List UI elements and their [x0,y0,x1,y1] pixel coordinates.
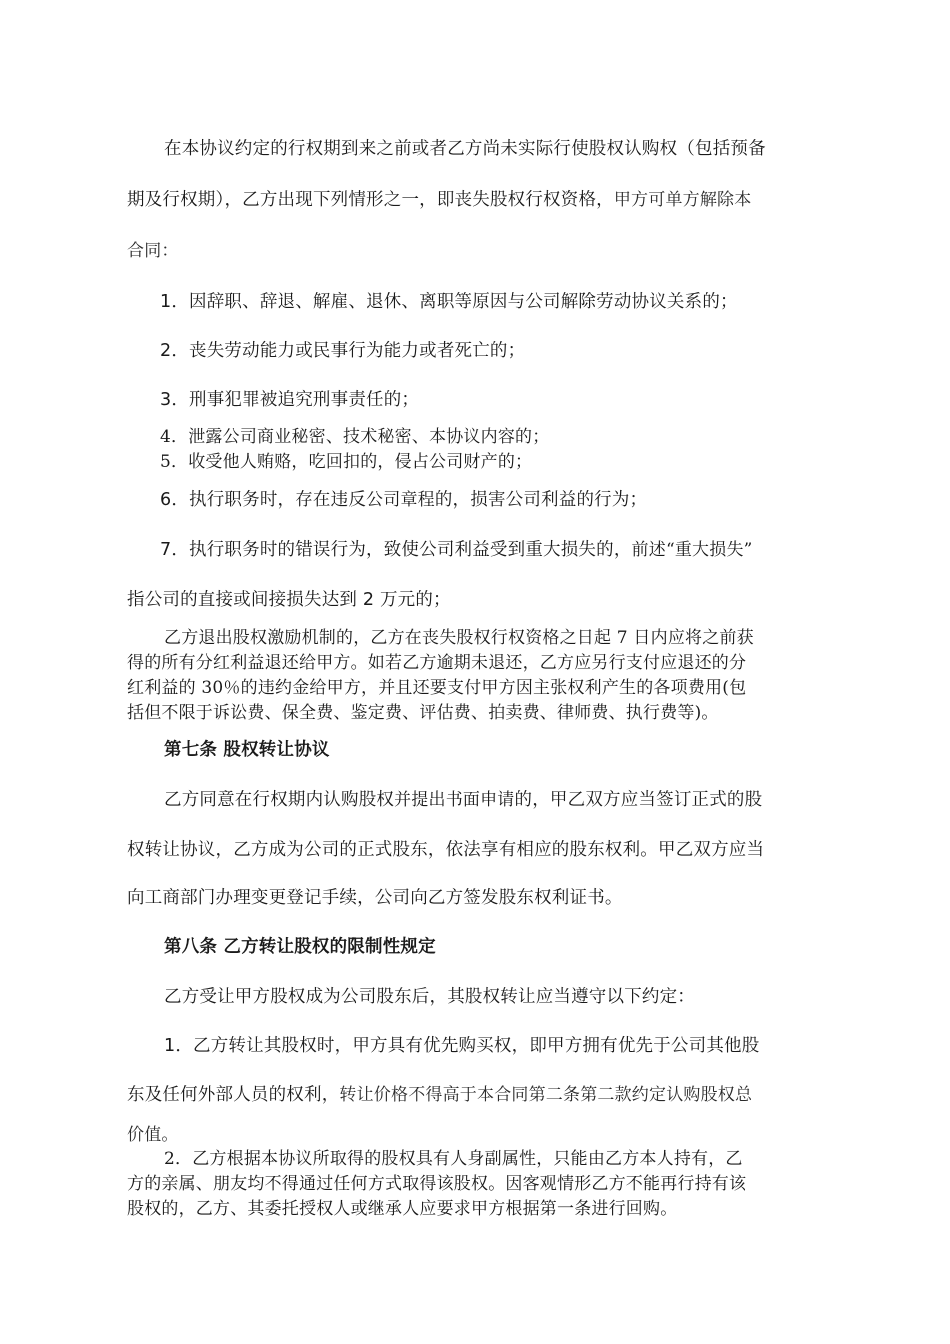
article-8-point-1-line-2-part-b: 转让价格不得高于本合同第二条第二款约定认购股权总 [339,1085,753,1105]
article-7-title: 第七条 股权转让协议 [164,740,330,760]
article-7-line-1-part-b: 并提出书面申请 [394,790,515,810]
article-8-point-1-line-2 [127,1083,752,1107]
list-item-7-part-a: 7．执行职务时的错误行为，致使公司利益受到重大损失的， [160,540,632,560]
withdraw-line-4: 括但不限于诉讼费、保全费、鉴定费、评估费、拍卖费、律师费、执行费等)。 [127,703,719,723]
article-8-point-2-line-3: 股权的，乙方、其委托授权人或继承人应要求甲方根据第一条进行回购。 [127,1199,678,1219]
intro-line-2-part-a: 期及行权期），乙方出现下列情形之一，即丧失股权行权资格， [127,190,614,210]
list-item-2: 2．丧失劳动能力或民事行为能力或者死亡的； [160,341,526,361]
withdraw-line-3: 红利益的 30％的违约金给甲方，并且还要支付甲方因主张权利产生的各项费用(包 [127,678,747,698]
list-item-4: 4．泄露公司商业秘密、技术秘密、本协议内容的； [160,427,550,447]
list-item-1: 1．因辞职、辞退、解雇、退休、离职等原因与公司解除劳动协议关系的； [160,292,738,312]
withdraw-line-2: 得的所有分红利益退还给甲方。如若乙方逾期未退还，乙方应另行支付应退还的分 [127,653,747,673]
article-8-point-1-line-2-part-a: 东及任何外部人员的权利， [127,1085,340,1105]
list-item-5: 5．收受他人贿赂，吃回扣的，侵占公司财产的； [160,452,533,472]
article-8-point-1-line-1: 1．乙方转让其股权时，甲方具有优先购买权，即甲方拥有优先于公司其他股 [164,1036,760,1056]
intro-line-3: 合同： [127,241,179,261]
article-8-title: 第八条 乙方转让股权的限制性规定 [164,937,436,957]
list-item-7 [160,538,753,562]
intro-line-1: 在本协议约定的行权期到来之前或者乙方尚未实际行使股权认购权（包括预备 [164,139,766,159]
withdraw-line-1: 乙方退出股权激励机制的，乙方在丧失股权行权资格之日起 7 日内应将之前获 [164,628,754,648]
article-7-line-1 [164,788,762,812]
article-8-point-2-line-2: 方的亲属、朋友均不得通过任何方式取得该股权。因客观情形乙方不能再行持有该 [127,1174,747,1194]
intro-line-2 [127,188,751,212]
article-7-line-3: 向工商部门办理变更登记手续，公司向乙方签发股东权利证书。 [127,888,623,908]
list-item-3: 3．刑事犯罪被追究刑事责任的； [160,390,420,410]
article-8-point-1-line-3: 价值。 [127,1125,179,1145]
list-item-6-part-b: 公司章程 [366,490,435,510]
intro-line-2-part-b: 甲方可单方解除本 [613,190,752,210]
article-7-line-2: 权转让协议，乙方成为公司的正式股东，依法享有相应的股东权利。甲乙双方应当 [127,840,765,860]
list-item-7-line-2: 指公司的直接或间接损失达到 2 万元的； [127,590,451,610]
list-item-6-part-c: 的，损害公司利益的行为； [434,490,648,510]
list-item-6 [160,488,647,512]
article-7-line-1-part-c: 的，甲乙双方应当签订正式的股 [514,790,763,810]
article-8-intro: 乙方受让甲方股权成为公司股东后，其股权转让应当遵守以下约定： [164,987,695,1007]
list-item-7-part-b: 前述“重大损失” [631,540,753,560]
article-7-line-1-part-a: 乙方同意在行权期内认购股权 [164,790,395,810]
article-8-point-2-line-1: 2．乙方根据本协议所取得的股权具有人身副属性，只能由乙方本人持有，乙 [164,1149,743,1169]
list-item-6-part-a: 6．执行职务时，存在违反 [160,490,367,510]
